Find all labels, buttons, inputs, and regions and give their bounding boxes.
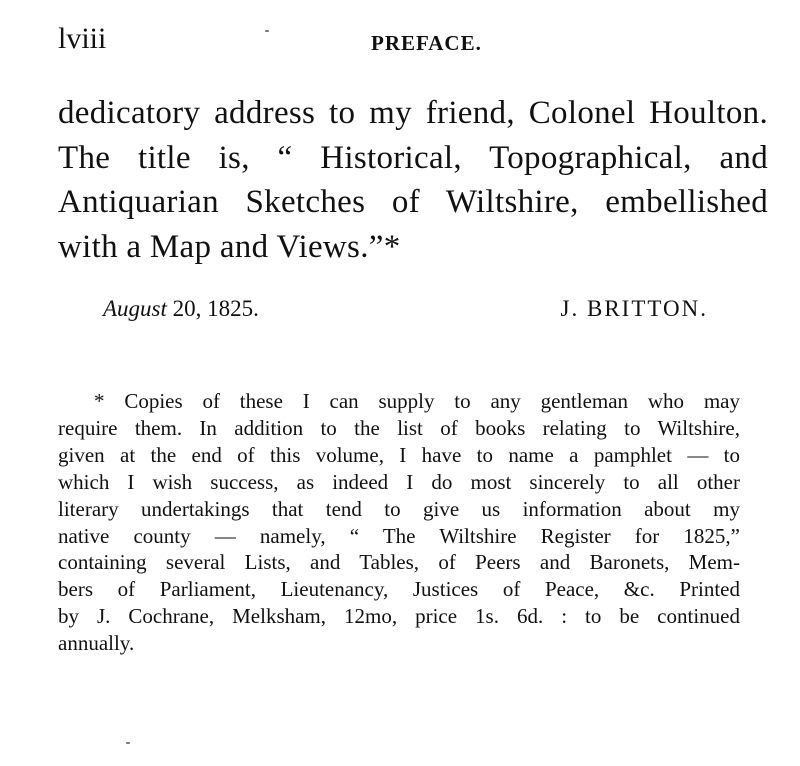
main-text-line: Antiquarian Sketches of Wiltshire, embellished	[58, 184, 768, 220]
footnote-line: native county — namely, “ The Wiltshire Register for 1825,”	[58, 523, 740, 548]
print-speck	[126, 742, 130, 744]
page-header	[58, 22, 758, 62]
footnote-line: given at the end of this volume, I have to name a pamphlet — to	[58, 442, 740, 467]
footnote-line: * Copies of these I can supply to any gentleman who may	[94, 389, 740, 413]
main-text-line: The title is, “ Historical, Topographical, and	[58, 139, 768, 176]
footnote	[58, 388, 740, 657]
main-text-line: with a Map and Views.”*	[58, 228, 401, 265]
footnote-line: bers of Parliament, Lieutenancy, Justices of Peace, &c. Printed	[58, 577, 740, 602]
signature-date-day-year: 20, 1825.	[166, 296, 259, 321]
print-speck	[265, 30, 269, 32]
signature-date	[103, 296, 259, 322]
footnote-line: annually.	[58, 631, 135, 656]
signature-author: J. BRITTON.	[560, 296, 708, 321]
footnote-line: by J. Cochrane, Melksham, 12mo, price 1s. 6d. : to be continued	[58, 604, 740, 629]
signature-line	[103, 296, 708, 328]
main-paragraph	[58, 91, 768, 269]
signature-date-month: August	[103, 296, 167, 321]
running-head: PREFACE.	[371, 31, 482, 55]
page-number: lviii	[58, 22, 107, 55]
footnote-line: containing several Lists, and Tables, of Peers and Baronets, Mem-	[58, 550, 740, 575]
main-text-line: dedicatory address to my friend, Colonel Houlton.	[58, 95, 768, 131]
footnote-line: which I wish success, as indeed I do most sincerely to all other	[58, 469, 740, 494]
footnote-line: literary undertakings that tend to give us information about my	[58, 496, 740, 521]
footnote-line: require them. In addition to the list of books relating to Wiltshire,	[58, 415, 740, 440]
